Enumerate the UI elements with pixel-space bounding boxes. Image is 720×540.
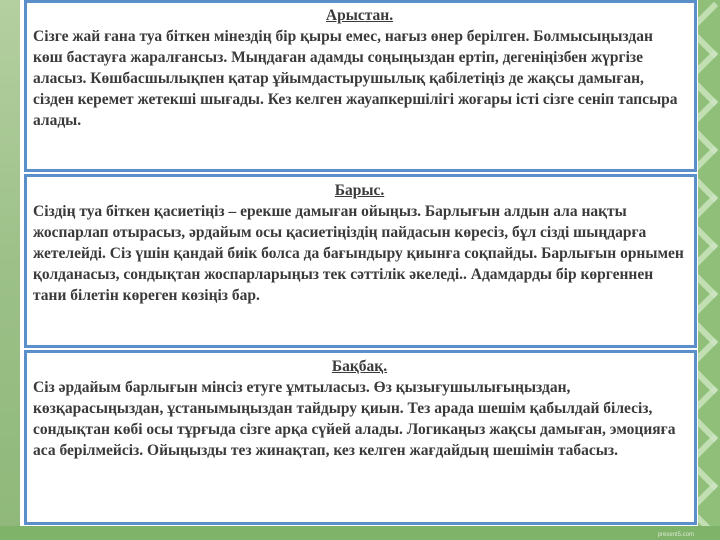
chevron-decoration-icon <box>698 194 720 251</box>
chevron-decoration-icon <box>698 98 720 155</box>
chevron-decoration-icon <box>698 386 720 443</box>
card-body: Сізге жай ғана туа біткен мінездің бір қыры емес, нағыз өнер берілген. Болмысыңыздан көш бастауға жаралғансыз. Мыңдаған адамды соңыңыздан ертіп, дегеніңізбен жүргізе аласыз. Көшбасшылықпен қатар ұйымдастырушылық қабілетіңіз де жақсы дамыған, сізден керемет жетекші шығады. Кез келген жауапкершілігі жоғары істі сізге сеніп тапсыра алады. <box>33 28 678 129</box>
right-decorative-strip <box>698 0 720 540</box>
watermark: present5.com <box>657 532 694 538</box>
chevron-decoration-icon <box>698 50 720 107</box>
card-title: Арыстан. <box>325 7 394 24</box>
chevron-decoration-icon <box>698 146 720 203</box>
card-body: Сіз әрдайым барлығын мінсіз етуге ұмтыласыз. Өз қызығушылығыңыздан, көзқарасыңыздан, ұстанымыңыздан тайдыру қиын. Тез арада шешім қабылдай білесіз, сондықтан көбі осы тұрғыда сізге арқа сүйей алады. Логикаңыз жақсы дамыған, эмоцияға аса берілмейсіз. Ойыңызды тез жинақтап, кез келген жағдайдың шешімін табасыз. <box>33 379 676 459</box>
description-card-barys <box>24 174 697 348</box>
card-body: Сіздің туа біткен қасиетіңіз – ерекше дамыған ойыңыз. Барлығын алдын ала нақты жоспарлап отырасыз, әрдайым осы қасиетіңіздің пайдасын көресіз, бұл сізді шыңдарға жетелейді. Сіз үшін қандай биік болса да бағындыру қиынға соқпайды. Барлығын орнымен қолданасыз, сондықтан жоспарларыңыз тек сәттілік әкеледі.. Адамдарды бір көргеннен тани білетін көреген көзіңіз бар. <box>33 203 684 304</box>
chevron-decoration-icon <box>698 338 720 395</box>
chevron-decoration-icon <box>698 2 720 59</box>
chevron-decoration-icon <box>698 434 720 491</box>
chevron-decoration-icon <box>698 242 720 299</box>
description-card-bakbak <box>24 350 697 525</box>
chevron-decoration-icon <box>698 290 720 347</box>
card-title: Барыс. <box>334 182 385 199</box>
card-title: Бақбақ. <box>331 358 388 375</box>
description-card-arystan <box>24 0 697 172</box>
left-decorative-strip <box>0 0 20 540</box>
bottom-decorative-strip <box>0 526 720 540</box>
